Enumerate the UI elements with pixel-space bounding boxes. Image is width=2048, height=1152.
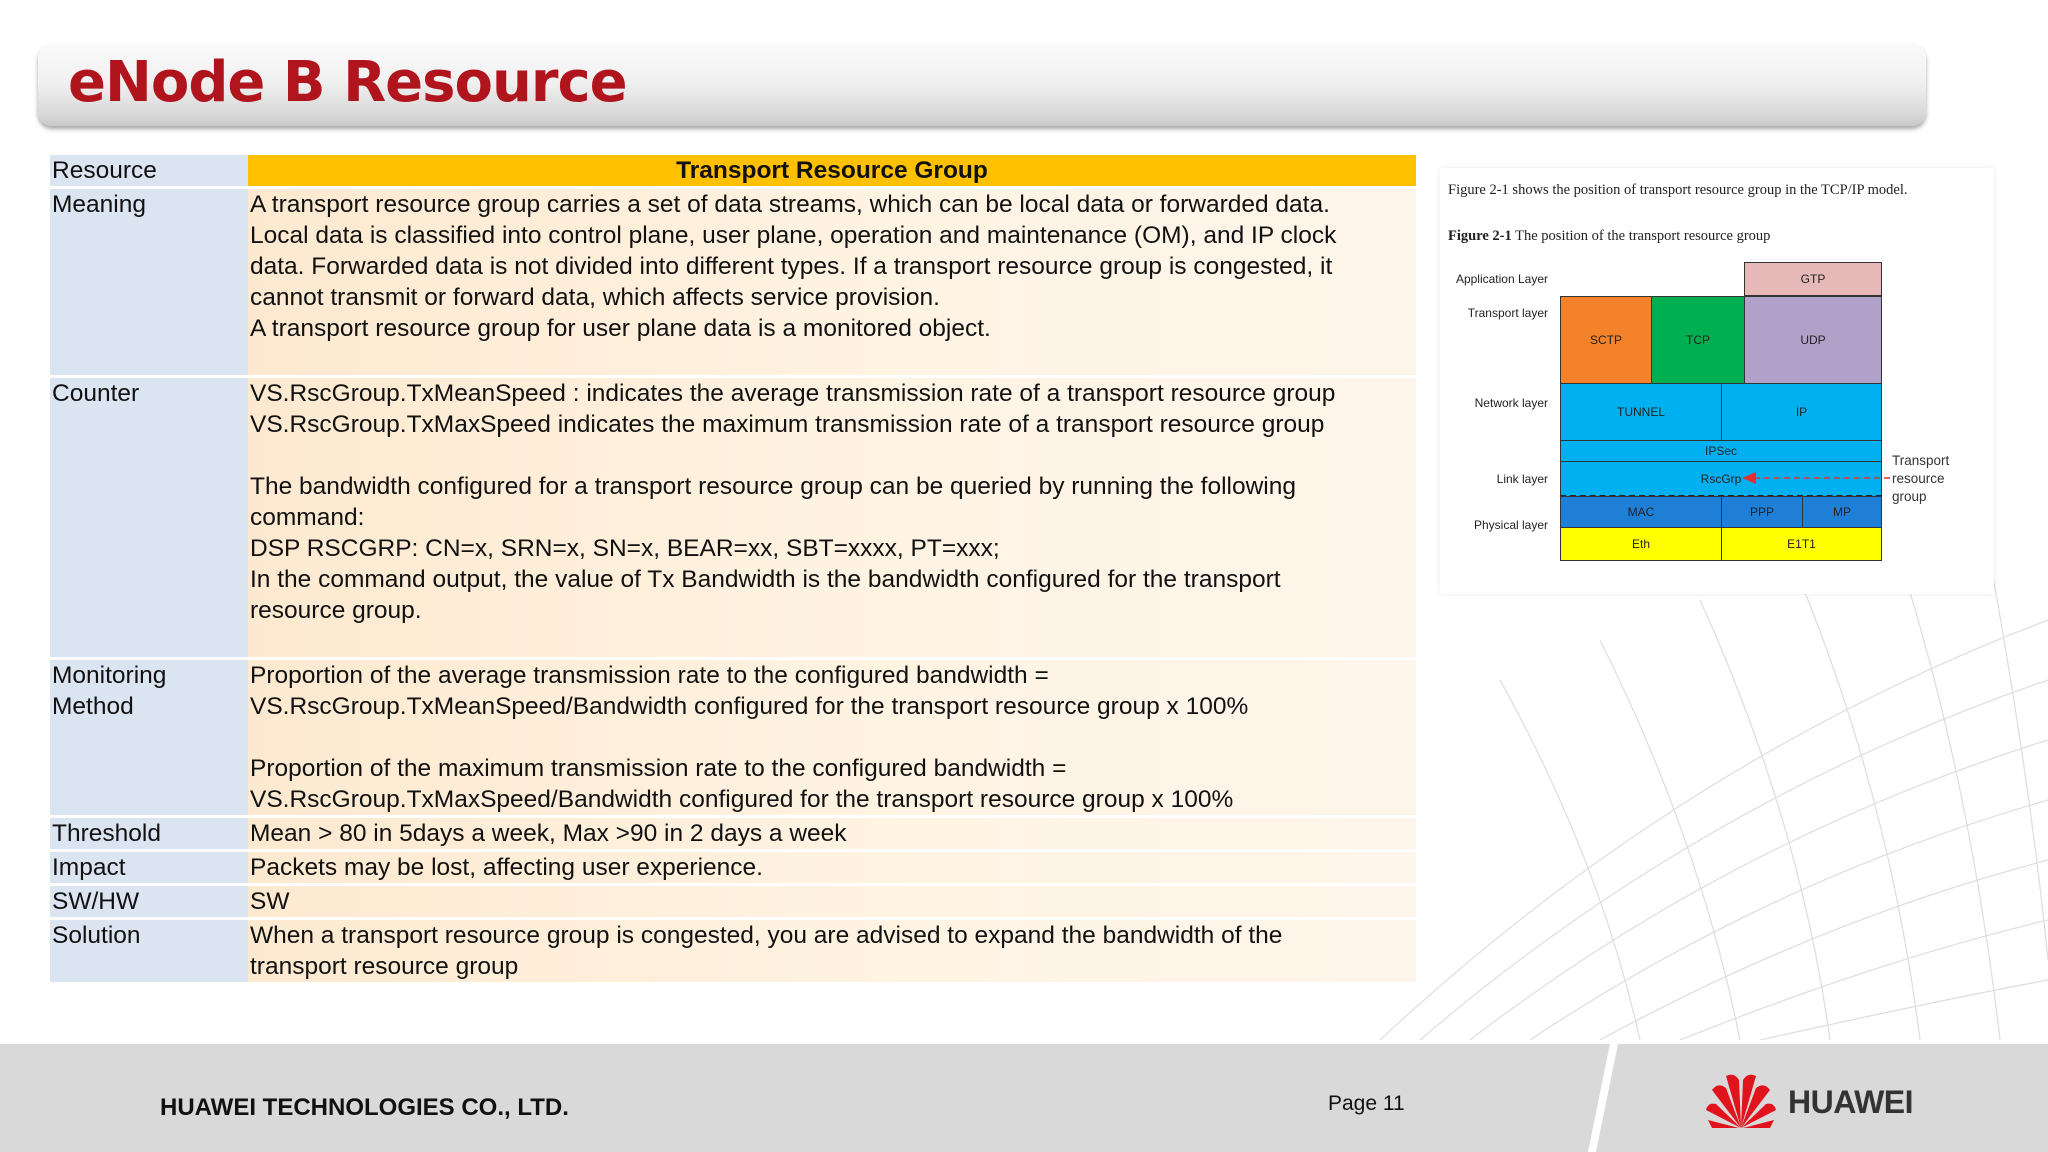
ip-block: IP: [1721, 383, 1882, 441]
figure-caption-text: The position of the transport resource group: [1515, 228, 1771, 244]
e1t1-block: E1T1: [1721, 527, 1882, 561]
row-value-line: Proportion of the maximum transmission rate to the configured bandwidth =: [250, 755, 1067, 782]
mac-block: MAC: [1560, 496, 1722, 528]
table-row: [50, 155, 1416, 186]
row-value-cell: [248, 189, 1416, 375]
title-bar: [38, 44, 1926, 126]
row-value-line: Transport Resource Group: [676, 157, 988, 184]
table-row: [50, 660, 1416, 815]
side-label-line: group: [1892, 489, 1927, 504]
row-value-cell: [248, 818, 1416, 849]
side-label-transport-resource-group: [1892, 452, 1949, 506]
table-row: [50, 920, 1416, 982]
row-value-line: [250, 440, 1414, 471]
side-label-line: Transport: [1892, 453, 1950, 468]
row-label-cell: [50, 920, 248, 982]
table-row: [50, 818, 1416, 849]
row-label-cell: [50, 852, 248, 883]
row-label-cell: [50, 818, 248, 849]
row-label: Threshold: [52, 820, 161, 847]
row-value-cell: [248, 155, 1416, 186]
tcp-block: TCP: [1651, 296, 1745, 384]
mp-block: MP: [1802, 496, 1882, 528]
row-value-line: A transport resource group for user plane data is a monitored object.: [250, 315, 991, 342]
page-number: Page 11: [1328, 1092, 1405, 1115]
row-value-cell: [248, 852, 1416, 883]
row-label: SW/HW: [52, 888, 140, 915]
rscgrp-block: RscGrp: [1560, 461, 1882, 497]
row-value-line: Packets may be lost, affecting user experience.: [250, 854, 763, 881]
figure-caption-number: Figure 2-1: [1448, 228, 1512, 244]
row-value-line: Local data is classified into control plane, user plane, operation and maintenance (OM), and IP clock: [250, 222, 1337, 249]
udp-block: UDP: [1744, 296, 1882, 384]
row-value-line: Proportion of the average transmission rate to the configured bandwidth =: [250, 662, 1049, 689]
brand-name: HUAWEI: [1788, 1084, 1913, 1120]
row-value-line: VS.RscGroup.TxMeanSpeed : indicates the average transmission rate of a transport resource group: [250, 380, 1336, 407]
row-value-line: resource group.: [250, 597, 422, 624]
figure-caption: [1448, 228, 1770, 245]
row-value-line: A transport resource group carries a set of data streams, which can be local data or forwarded data.: [250, 191, 1330, 218]
side-label-line: resource: [1892, 471, 1945, 486]
row-label-cell: [50, 155, 248, 186]
row-label: Resource: [52, 157, 157, 184]
table-row: [50, 189, 1416, 375]
table-row: [50, 378, 1416, 657]
row-value-line: command:: [250, 504, 365, 531]
row-value-line: When a transport resource group is congested, you are advised to expand the bandwidth of the: [250, 922, 1283, 949]
layer-label-application: Application Layer: [1455, 272, 1548, 286]
row-value-line: transport resource group: [250, 953, 519, 980]
ppp-block: PPP: [1721, 496, 1803, 528]
company-name: HUAWEI TECHNOLOGIES CO., LTD.: [160, 1094, 569, 1121]
row-label-cell: [50, 189, 248, 375]
row-value-line: [250, 344, 1414, 375]
row-value-line: data. Forwarded data is not divided into different types. If a transport resource group is congested, it: [250, 253, 1333, 280]
row-value-line: VS.RscGroup.TxMaxSpeed/Bandwidth configured for the transport resource group x 100%: [250, 786, 1234, 813]
row-label: Meaning: [52, 191, 146, 218]
resource-table: [50, 152, 1416, 985]
gtp-block: GTP: [1744, 262, 1882, 296]
row-value-line: cannot transmit or forward data, which affects service provision.: [250, 284, 940, 311]
huawei-logo-icon: [1706, 1070, 1776, 1130]
background-grid-decoration: [1380, 560, 2048, 1040]
transport-resource-figure: [1440, 168, 1994, 594]
row-label-cell: [50, 886, 248, 917]
red-arrow-icon: [1740, 468, 1900, 488]
layer-label-physical: Physical layer: [1473, 518, 1548, 532]
row-label: Counter: [52, 380, 140, 407]
row-value-line: DSP RSCGRP: CN=x, SRN=x, SN=x, BEAR=xx, SBT=xxxx, PT=xxx;: [250, 535, 1000, 562]
row-value-line: VS.RscGroup.TxMaxSpeed indicates the maximum transmission rate of a transport resource group: [250, 411, 1325, 438]
layer-label-transport: Transport layer: [1467, 306, 1548, 320]
table-row: [50, 852, 1416, 883]
row-label-cell: [50, 378, 248, 657]
figure-intro-text: Figure 2-1 shows the position of transport resource group in the TCP/IP model.: [1448, 182, 1908, 198]
row-value-cell: [248, 378, 1416, 657]
row-value-cell: [248, 660, 1416, 815]
row-label-cell: [50, 660, 248, 815]
layer-label-link: Link layer: [1496, 472, 1548, 486]
row-value-line: [250, 626, 1414, 657]
row-value-line: SW: [250, 888, 290, 915]
row-label: Solution: [52, 922, 141, 949]
eth-block: Eth: [1560, 527, 1722, 561]
row-value-line: VS.RscGroup.TxMeanSpeed/Bandwidth configured for the transport resource group x 100%: [250, 693, 1249, 720]
row-value-line: [250, 722, 1414, 753]
row-label: Impact: [52, 854, 126, 881]
row-label: Method: [52, 693, 134, 720]
table-row: [50, 886, 1416, 917]
page-title: eNode B Resource: [68, 50, 627, 115]
ipsec-block: IPSec: [1560, 440, 1882, 462]
row-value-cell: [248, 920, 1416, 982]
layer-label-network: Network layer: [1474, 396, 1548, 410]
row-value-cell: [248, 886, 1416, 917]
row-value-line: The bandwidth configured for a transport resource group can be queried by running the following: [250, 473, 1296, 500]
sctp-block: SCTP: [1560, 296, 1652, 384]
row-value-line: In the command output, the value of Tx Bandwidth is the bandwidth configured for the transport: [250, 566, 1281, 593]
row-label: Monitoring: [52, 662, 167, 689]
row-value-line: Mean > 80 in 5days a week, Max >90 in 2 days a week: [250, 820, 847, 847]
tunnel-block: TUNNEL: [1560, 383, 1722, 441]
table-body: [50, 155, 1416, 982]
